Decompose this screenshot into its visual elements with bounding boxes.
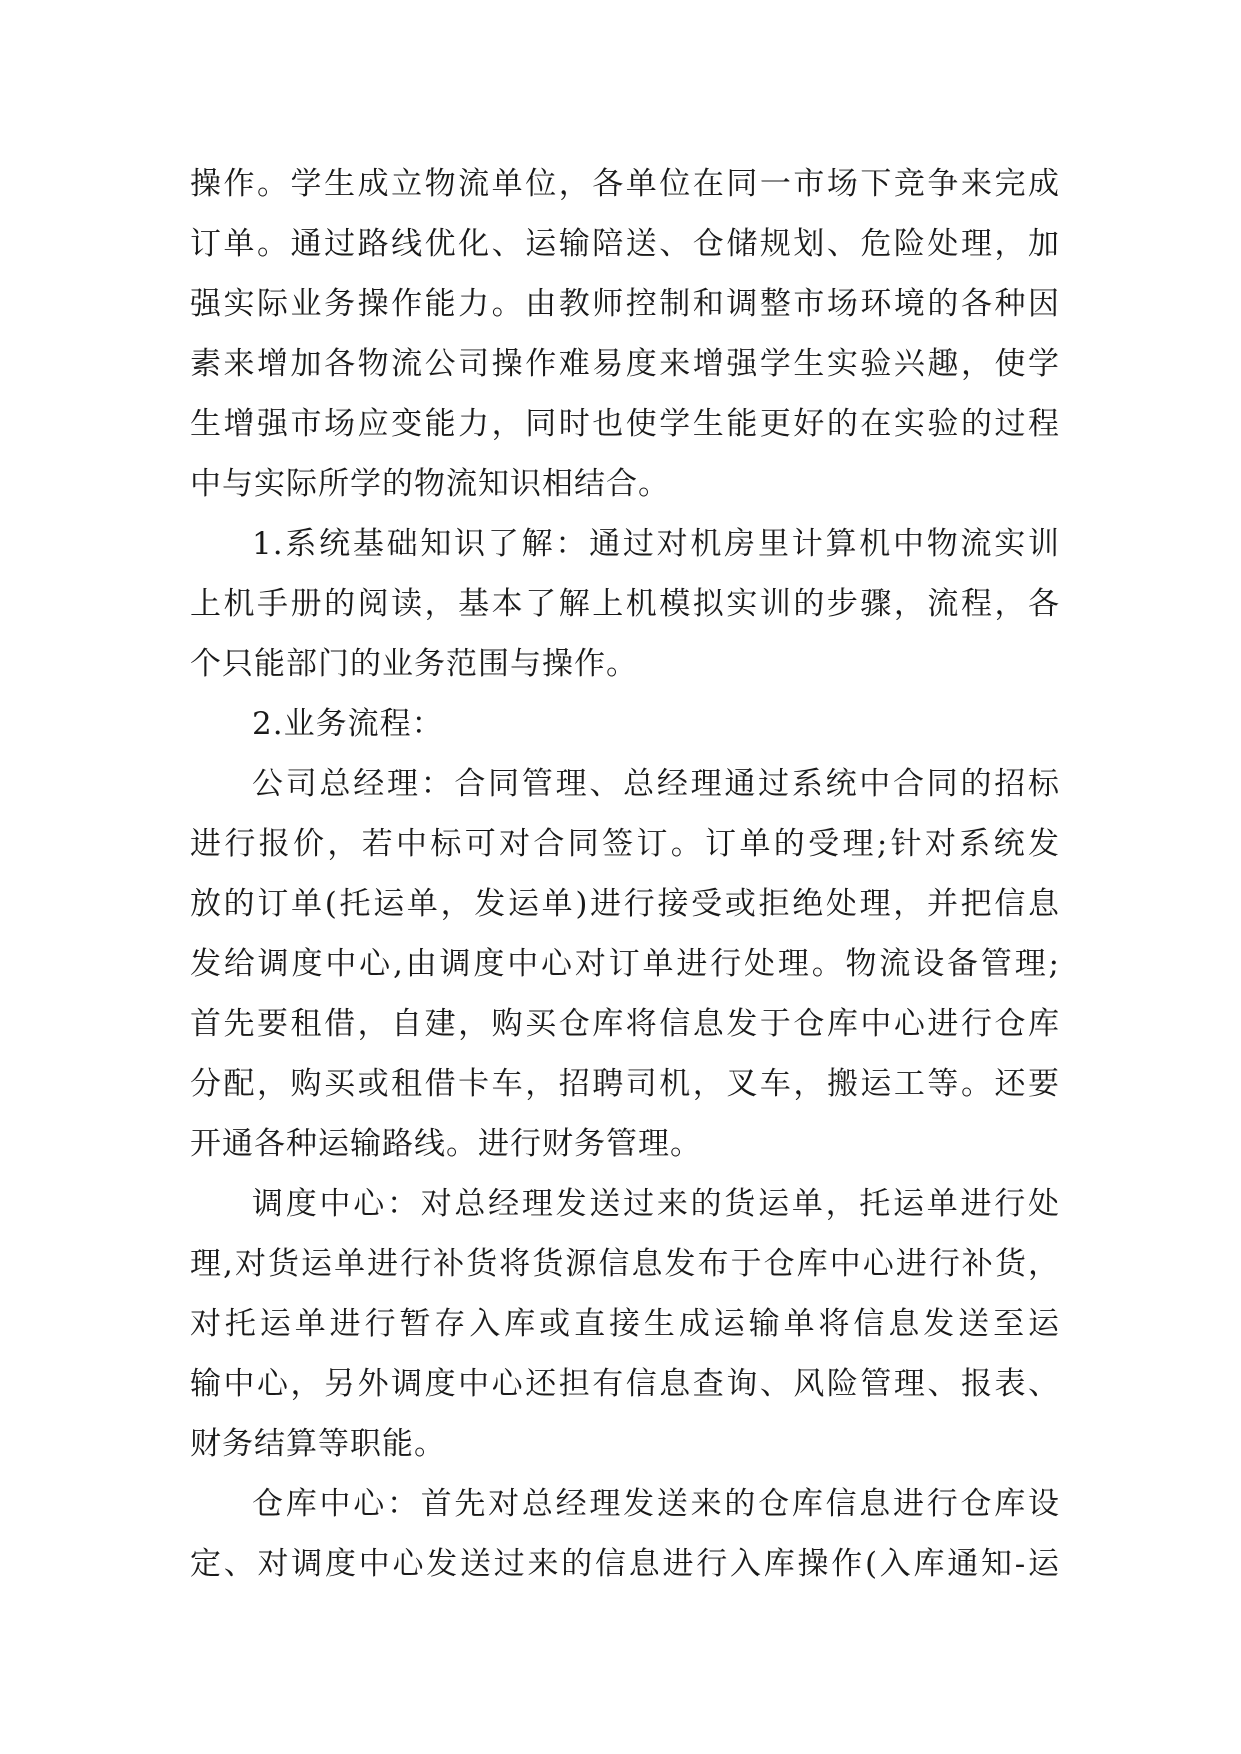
text-line: 订单。通过路线优化、运输陪送、仓储规划、危险处理，加 [190, 226, 1060, 262]
text-line: 个只能部门的业务范围与操作。 [190, 646, 638, 682]
text-line: 首先要租借，自建，购买仓库将信息发于仓库中心进行仓库 [190, 1006, 1060, 1042]
text-line: 定、对调度中心发送过来的信息进行入库操作(入库通知-运 [190, 1546, 1060, 1582]
text-line: 分配，购买或租借卡车，招聘司机，叉车，搬运工等。还要 [190, 1066, 1060, 1102]
paragraph-first-line: 公司总经理：合同管理、总经理通过系统中合同的招标 [252, 766, 1060, 802]
text-line: 进行报价，若中标可对合同签订。订单的受理;针对系统发 [190, 826, 1060, 862]
text-line: 上机手册的阅读，基本了解上机模拟实训的步骤，流程，各 [190, 586, 1060, 622]
text-line: 输中心，另外调度中心还担有信息查询、风险管理、报表、 [190, 1366, 1060, 1402]
text-line: 素来增加各物流公司操作难易度来增强学生实验兴趣，使学 [190, 346, 1060, 382]
text-line: 放的订单(托运单，发运单)进行接受或拒绝处理，并把信息 [190, 886, 1060, 922]
text-line: 开通各种运输路线。进行财务管理。 [190, 1126, 702, 1162]
text-line: 强实际业务操作能力。由教师控制和调整市场环境的各种因 [190, 286, 1060, 322]
text-line: 发给调度中心,由调度中心对订单进行处理。物流设备管理; [190, 946, 1060, 982]
text-line: 财务结算等职能。 [190, 1426, 446, 1462]
text-line: 操作。学生成立物流单位，各单位在同一市场下竞争来完成 [190, 166, 1060, 202]
paragraph-first-line: 1.系统基础知识了解：通过对机房里计算机中物流实训 [252, 526, 1060, 562]
paragraph-first-line: 仓库中心：首先对总经理发送来的仓库信息进行仓库设 [252, 1486, 1060, 1522]
section-heading: 2.业务流程： [252, 706, 444, 742]
document-body [190, 154, 1060, 1594]
paragraph-first-line: 调度中心：对总经理发送过来的货运单，托运单进行处 [252, 1186, 1060, 1222]
text-line: 对托运单进行暂存入库或直接生成运输单将信息发送至运 [190, 1306, 1060, 1342]
text-line: 中与实际所学的物流知识相结合。 [190, 466, 670, 502]
text-line: 理,对货运单进行补货将货源信息发布于仓库中心进行补货， [190, 1246, 1060, 1282]
text-line: 生增强市场应变能力，同时也使学生能更好的在实验的过程 [190, 406, 1060, 442]
